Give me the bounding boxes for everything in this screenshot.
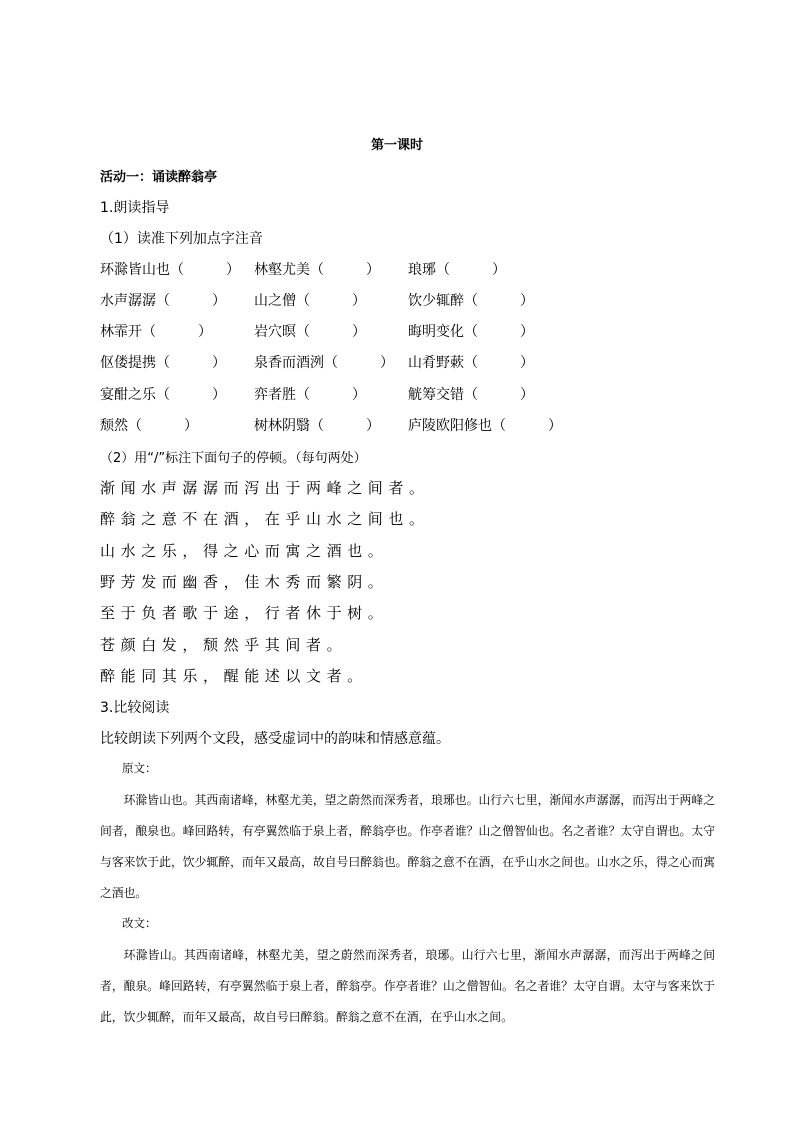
pinyin-item: 山之僧（ ） <box>254 293 366 309</box>
pinyin-item: 晦明变化（ ） <box>408 324 534 340</box>
sentence-line: 醉翁之意不在酒，在乎山水之间也。 <box>100 510 430 528</box>
pinyin-item: 饮少辄醉（ ） <box>408 293 534 309</box>
pinyin-item: 环滁皆山也（ ） <box>100 262 240 278</box>
sentence-line: 渐闻水声潺潺而泻出于两峰之间者。 <box>100 479 430 497</box>
pinyin-item: 伛偻提携（ ） <box>100 355 226 371</box>
pinyin-item: 林壑尤美（ ） <box>254 262 380 278</box>
pinyin-item: 颓然（ ） <box>100 418 198 434</box>
sentence-line: 至于负者歌于途，行者休于树。 <box>100 604 389 622</box>
original-text: 环滁皆山也。其西南诸峰，林壑尤美，望之蔚然而深秀者，琅琊也。山行六七里，渐闻水声潺潺，而泻出于两峰之间者，酿泉也。峰回路转，有亭翼然临于泉上者，醉翁亭也。作亭者谁？山之僧智仙也。名之者谁？太守自谓也。太守与客来饮于此，饮少辄醉，而年又最高，故自号曰醉翁也。醉翁之意不在酒，在乎山水之间也。山水之乐，得之心而寓之酒也。 <box>100 793 715 900</box>
pinyin-item: 觥筹交错（ ） <box>408 387 534 403</box>
section-heading-reading-guide: 1.朗读指导 <box>100 200 170 216</box>
question-pause-marking: （2）用“/”标注下面句子的停顿。（每句两处） <box>100 451 367 466</box>
question-pinyin: （1）读准下列加点字注音 <box>100 231 263 247</box>
comparison-instruction: 比较朗读下列两个文段，感受虚词中的韵味和情感意蕴。 <box>100 731 450 747</box>
page-title: 第一课时 <box>370 138 423 153</box>
pinyin-item: 庐陵欧阳修也（ ） <box>408 418 562 434</box>
modified-label: 改文： <box>122 916 157 930</box>
original-label: 原文： <box>122 761 157 775</box>
sentence-line: 苍颜白发，颓然乎其间者。 <box>100 636 348 654</box>
pinyin-item: 弈者胜（ ） <box>254 387 366 403</box>
pinyin-item: 水声潺潺（ ） <box>100 293 226 309</box>
activity-heading: 活动一：诵读醉翁亭 <box>100 170 218 185</box>
sentence-line: 野芳发而幽香，佳木秀而繁阴。 <box>100 573 389 591</box>
pinyin-item: 林霏开（ ） <box>100 324 212 340</box>
pinyin-item: 宴酣之乐（ ） <box>100 387 226 403</box>
sentence-line: 山水之乐，得之心而寓之酒也。 <box>100 542 389 560</box>
pinyin-item: 琅琊（ ） <box>408 262 506 278</box>
sentence-line: 醉能同其乐，醒能述以文者。 <box>100 667 368 685</box>
modified-text: 环滁皆山。其西南诸峰，林壑尤美，望之蔚然而深秀者，琅琊。山行六七里，渐闻水声潺潺，而泻出于两峰之间者，酿泉。峰回路转，有亭翼然临于泉上者，醉翁亭。作亭者谁？山之僧智仙。名之者谁？太守自谓。太守与客来饮于此，饮少辄醉，而年又最高，故自号曰醉翁。醉翁之意不在酒，在乎山水之间。 <box>100 948 715 1024</box>
pinyin-item: 岩穴暝（ ） <box>254 324 366 340</box>
pinyin-item: 树林阴翳（ ） <box>254 418 380 434</box>
pinyin-item: 泉香而酒洌（ ） <box>254 355 394 371</box>
pinyin-item: 山肴野蔌（ ） <box>408 355 534 371</box>
section-heading-comparison: 3.比较阅读 <box>100 700 170 716</box>
